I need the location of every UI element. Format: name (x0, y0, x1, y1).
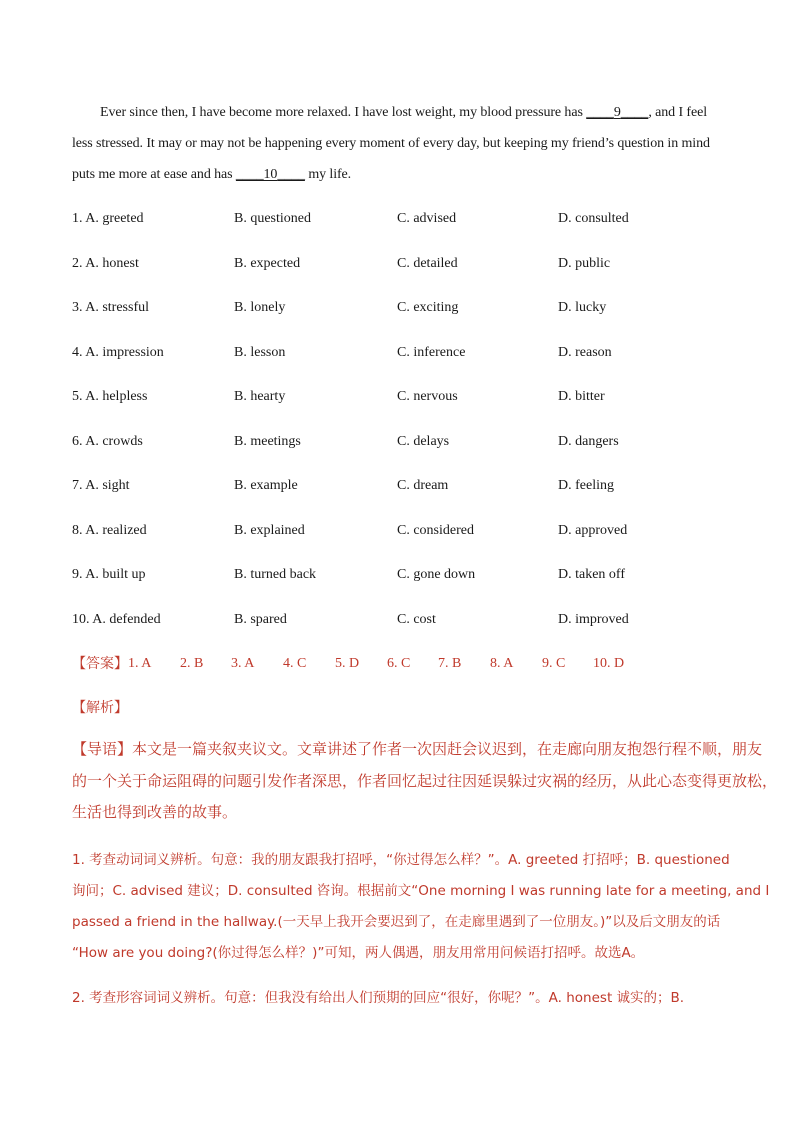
answer-item: 5. D (335, 656, 360, 671)
passage-text: Ever since then, I have become more relaxed. I have lost weight, my blood pressure has (100, 105, 587, 120)
explanation-1-line-2: 询问；C. advised 建议；D. consulted 咨询。根据前文“One morning I was running late for a meeting, and I (72, 883, 770, 899)
option-a: 2. A. honest (72, 255, 139, 271)
answer-item: 9. C (542, 656, 566, 671)
option-c: C. cost (397, 611, 436, 627)
option-a: 1. A. greeted (72, 211, 144, 226)
explanation-2 (72, 983, 732, 1014)
answer-item: 3. A (231, 656, 255, 671)
option-c: C. advised (397, 211, 457, 226)
blank-10: ____10____ (235, 167, 305, 182)
option-d: D. dangers (558, 433, 619, 449)
answer-label: 【答案】 (72, 656, 128, 672)
option-b: B. expected (234, 255, 301, 271)
option-c: C. dream (397, 478, 449, 493)
option-c: C. detailed (397, 255, 458, 271)
option-d: D. reason (558, 344, 612, 360)
option-a: 9. A. built up (72, 567, 146, 582)
option-d: D. feeling (558, 478, 614, 493)
option-row (72, 295, 724, 340)
passage-text: puts me more at ease and has (72, 167, 236, 182)
passage-line-2: less stressed. It may or may not be happening every moment of every day, but keeping my friend’s question in mind (72, 136, 710, 151)
option-c: C. delays (397, 433, 450, 449)
option-d: D. taken off (558, 567, 625, 582)
option-row (72, 518, 724, 563)
option-c: C. considered (397, 522, 474, 538)
option-b: B. hearty (234, 389, 286, 404)
answer-item: 8. A (490, 656, 514, 671)
option-c: C. exciting (397, 300, 459, 315)
option-a: 6. A. crowds (72, 433, 143, 449)
option-c: C. gone down (397, 567, 476, 582)
answer-item: 2. B (180, 656, 204, 671)
guide-line-2: 的一个关于命运阻碍的问题引发作者深思，作者回忆起过往因延误躲过灾祸的经历，从此心态变得更放松， (72, 771, 778, 790)
option-b: B. example (234, 478, 298, 493)
guide-line-3: 生活也得到改善的故事。 (72, 803, 238, 821)
blank-9: ____9____ (586, 105, 649, 120)
passage-line-3 (72, 159, 724, 190)
option-a: 4. A. impression (72, 344, 164, 360)
passage-line-1 (72, 97, 724, 128)
answer-item: 7. B (438, 656, 462, 671)
blank-number-10: 10 (263, 167, 278, 182)
option-b: B. meetings (234, 433, 301, 449)
explanation-1-line-4: “How are you doing?(你过得怎么样？)”可知，两人偶遇，朋友用常用问候语打招呼。故选A。 (72, 945, 645, 961)
answer-item: 10. D (593, 656, 625, 671)
option-row (72, 206, 724, 251)
option-d: D. lucky (558, 300, 607, 315)
option-a: 3. A. stressful (72, 300, 149, 315)
guide-paragraph (72, 734, 778, 829)
passage-text: my life. (304, 167, 352, 182)
option-row (72, 562, 724, 607)
option-c: C. nervous (397, 389, 458, 404)
explanation-1-line-1: 1. 考查动词词义辨析。句意：我的朋友跟我打招呼，“你过得怎么样？”。A. greeted 打招呼；B. questioned (72, 852, 730, 868)
option-row (72, 340, 724, 385)
option-c: C. inference (397, 344, 466, 360)
answer-item: 1. A (128, 656, 152, 671)
options-list (72, 206, 724, 651)
option-b: B. lesson (234, 344, 286, 360)
answer-item: 6. C (387, 656, 411, 671)
explanation-1 (72, 845, 770, 969)
option-b: B. spared (234, 611, 287, 627)
option-row (72, 251, 724, 296)
option-d: D. consulted (558, 211, 629, 226)
passage-paragraph (72, 97, 724, 190)
option-a: 5. A. helpless (72, 389, 148, 404)
option-a: 10. A. defended (72, 611, 161, 627)
passage-text: , and I feel (648, 105, 707, 120)
option-b: B. questioned (234, 211, 311, 226)
option-a: 8. A. realized (72, 522, 147, 538)
explanation-2-line-1: 2. 考查形容词词义辨析。句意：但我没有给出人们预期的回应“很好，你呢？”。A. honest 诚实的；B. (72, 990, 685, 1006)
option-d: D. bitter (558, 389, 605, 404)
option-b: B. turned back (234, 567, 317, 582)
option-row (72, 429, 724, 474)
answer-item: 4. C (283, 656, 307, 671)
option-row (72, 607, 724, 652)
analysis-heading: 【解析】 (72, 700, 128, 716)
option-row (72, 384, 724, 429)
option-b: B. explained (234, 522, 305, 538)
guide-line-1: 【导语】本文是一篇夹叙夹议文。文章讲述了作者一次因赶会议迟到，在走廊向朋友抱怨行程不顺，朋友 (72, 740, 763, 758)
option-d: D. approved (558, 522, 628, 538)
option-d: D. public (558, 255, 611, 271)
option-row (72, 473, 724, 518)
option-a: 7. A. sight (72, 478, 130, 493)
option-b: B. lonely (234, 300, 286, 315)
option-d: D. improved (558, 611, 629, 627)
answer-key (72, 651, 724, 678)
blank-number-9: 9 (613, 105, 621, 120)
explanation-1-line-3: passed a friend in the hallway.(一天早上我开会要迟到了，在走廊里遇到了一位朋友。)”以及后文朋友的话 (72, 914, 721, 930)
